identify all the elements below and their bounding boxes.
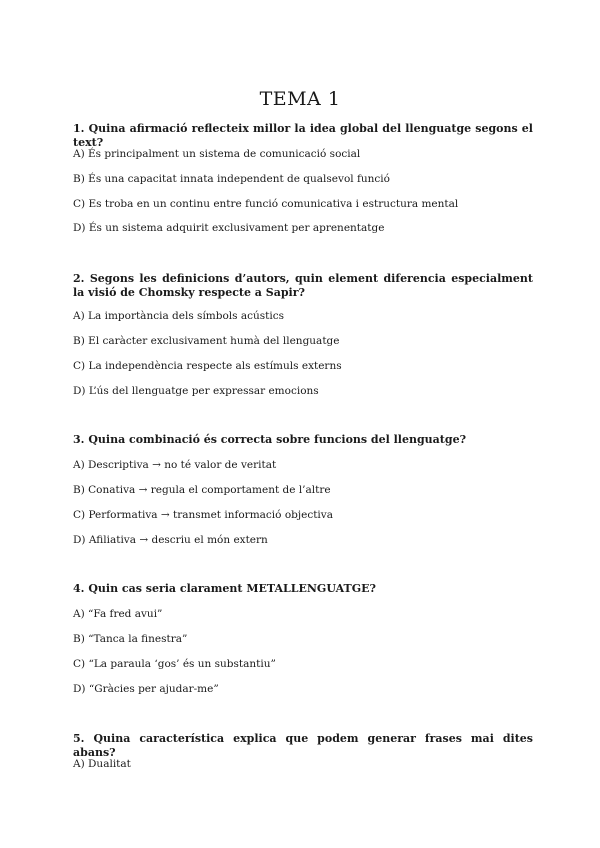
question-3-option-a: A) Descriptiva → no té valor de veritat: [73, 459, 277, 471]
page-title: TEMA 1: [259, 88, 341, 110]
question-1-option-b: B) És una capacitat innata independent de qualsevol funció: [73, 173, 390, 185]
question-1-option-c: C) Es troba en un continu entre funció comunicativa i estructura mental: [73, 198, 459, 210]
question-5-option-a: A) Dualitat: [73, 758, 131, 770]
question-4-option-d: D) “Gràcies per ajudar-me”: [73, 683, 219, 695]
question-1-option-d: D) És un sistema adquirit exclusivament per aprenentatge: [73, 222, 385, 234]
question-5-text: 5. Quina característica explica que podem generar frases mai dites abans?: [73, 732, 533, 759]
question-3-option-d: D) Afiliativa → descriu el món extern: [73, 534, 268, 546]
question-2-option-a: A) La importància dels símbols acústics: [73, 310, 285, 322]
question-4-option-c: C) “La paraula ‘gos’ és un substantiu”: [73, 658, 276, 670]
question-1-text: 1. Quina afirmació reflecteix millor la idea global del llenguatge segons el text?: [73, 122, 533, 149]
question-4-option-a: A) “Fa fred avui”: [73, 608, 163, 620]
question-3-option-c: C) Performativa → transmet informació objectiva: [73, 509, 333, 521]
question-1-option-a: A) És principalment un sistema de comunicació social: [73, 148, 361, 160]
question-4-text: 4. Quin cas seria clarament METALLENGUATGE?: [73, 582, 376, 595]
question-3-text: 3. Quina combinació és correcta sobre funcions del llenguatge?: [73, 433, 467, 446]
question-3-option-b: B) Conativa → regula el comportament de l’altre: [73, 484, 331, 496]
question-2-option-d: D) L’ús del llenguatge per expressar emocions: [73, 385, 319, 397]
question-4-option-b: B) “Tanca la finestra”: [73, 633, 188, 645]
question-2-text: 2. Segons les definicions d’autors, quin element diferencia especialment la visió de Chomsky respecte a Sapir?: [73, 272, 533, 299]
question-2-option-b: B) El caràcter exclusivament humà del llenguatge: [73, 335, 340, 347]
question-2-option-c: C) La independència respecte als estímuls externs: [73, 360, 342, 372]
